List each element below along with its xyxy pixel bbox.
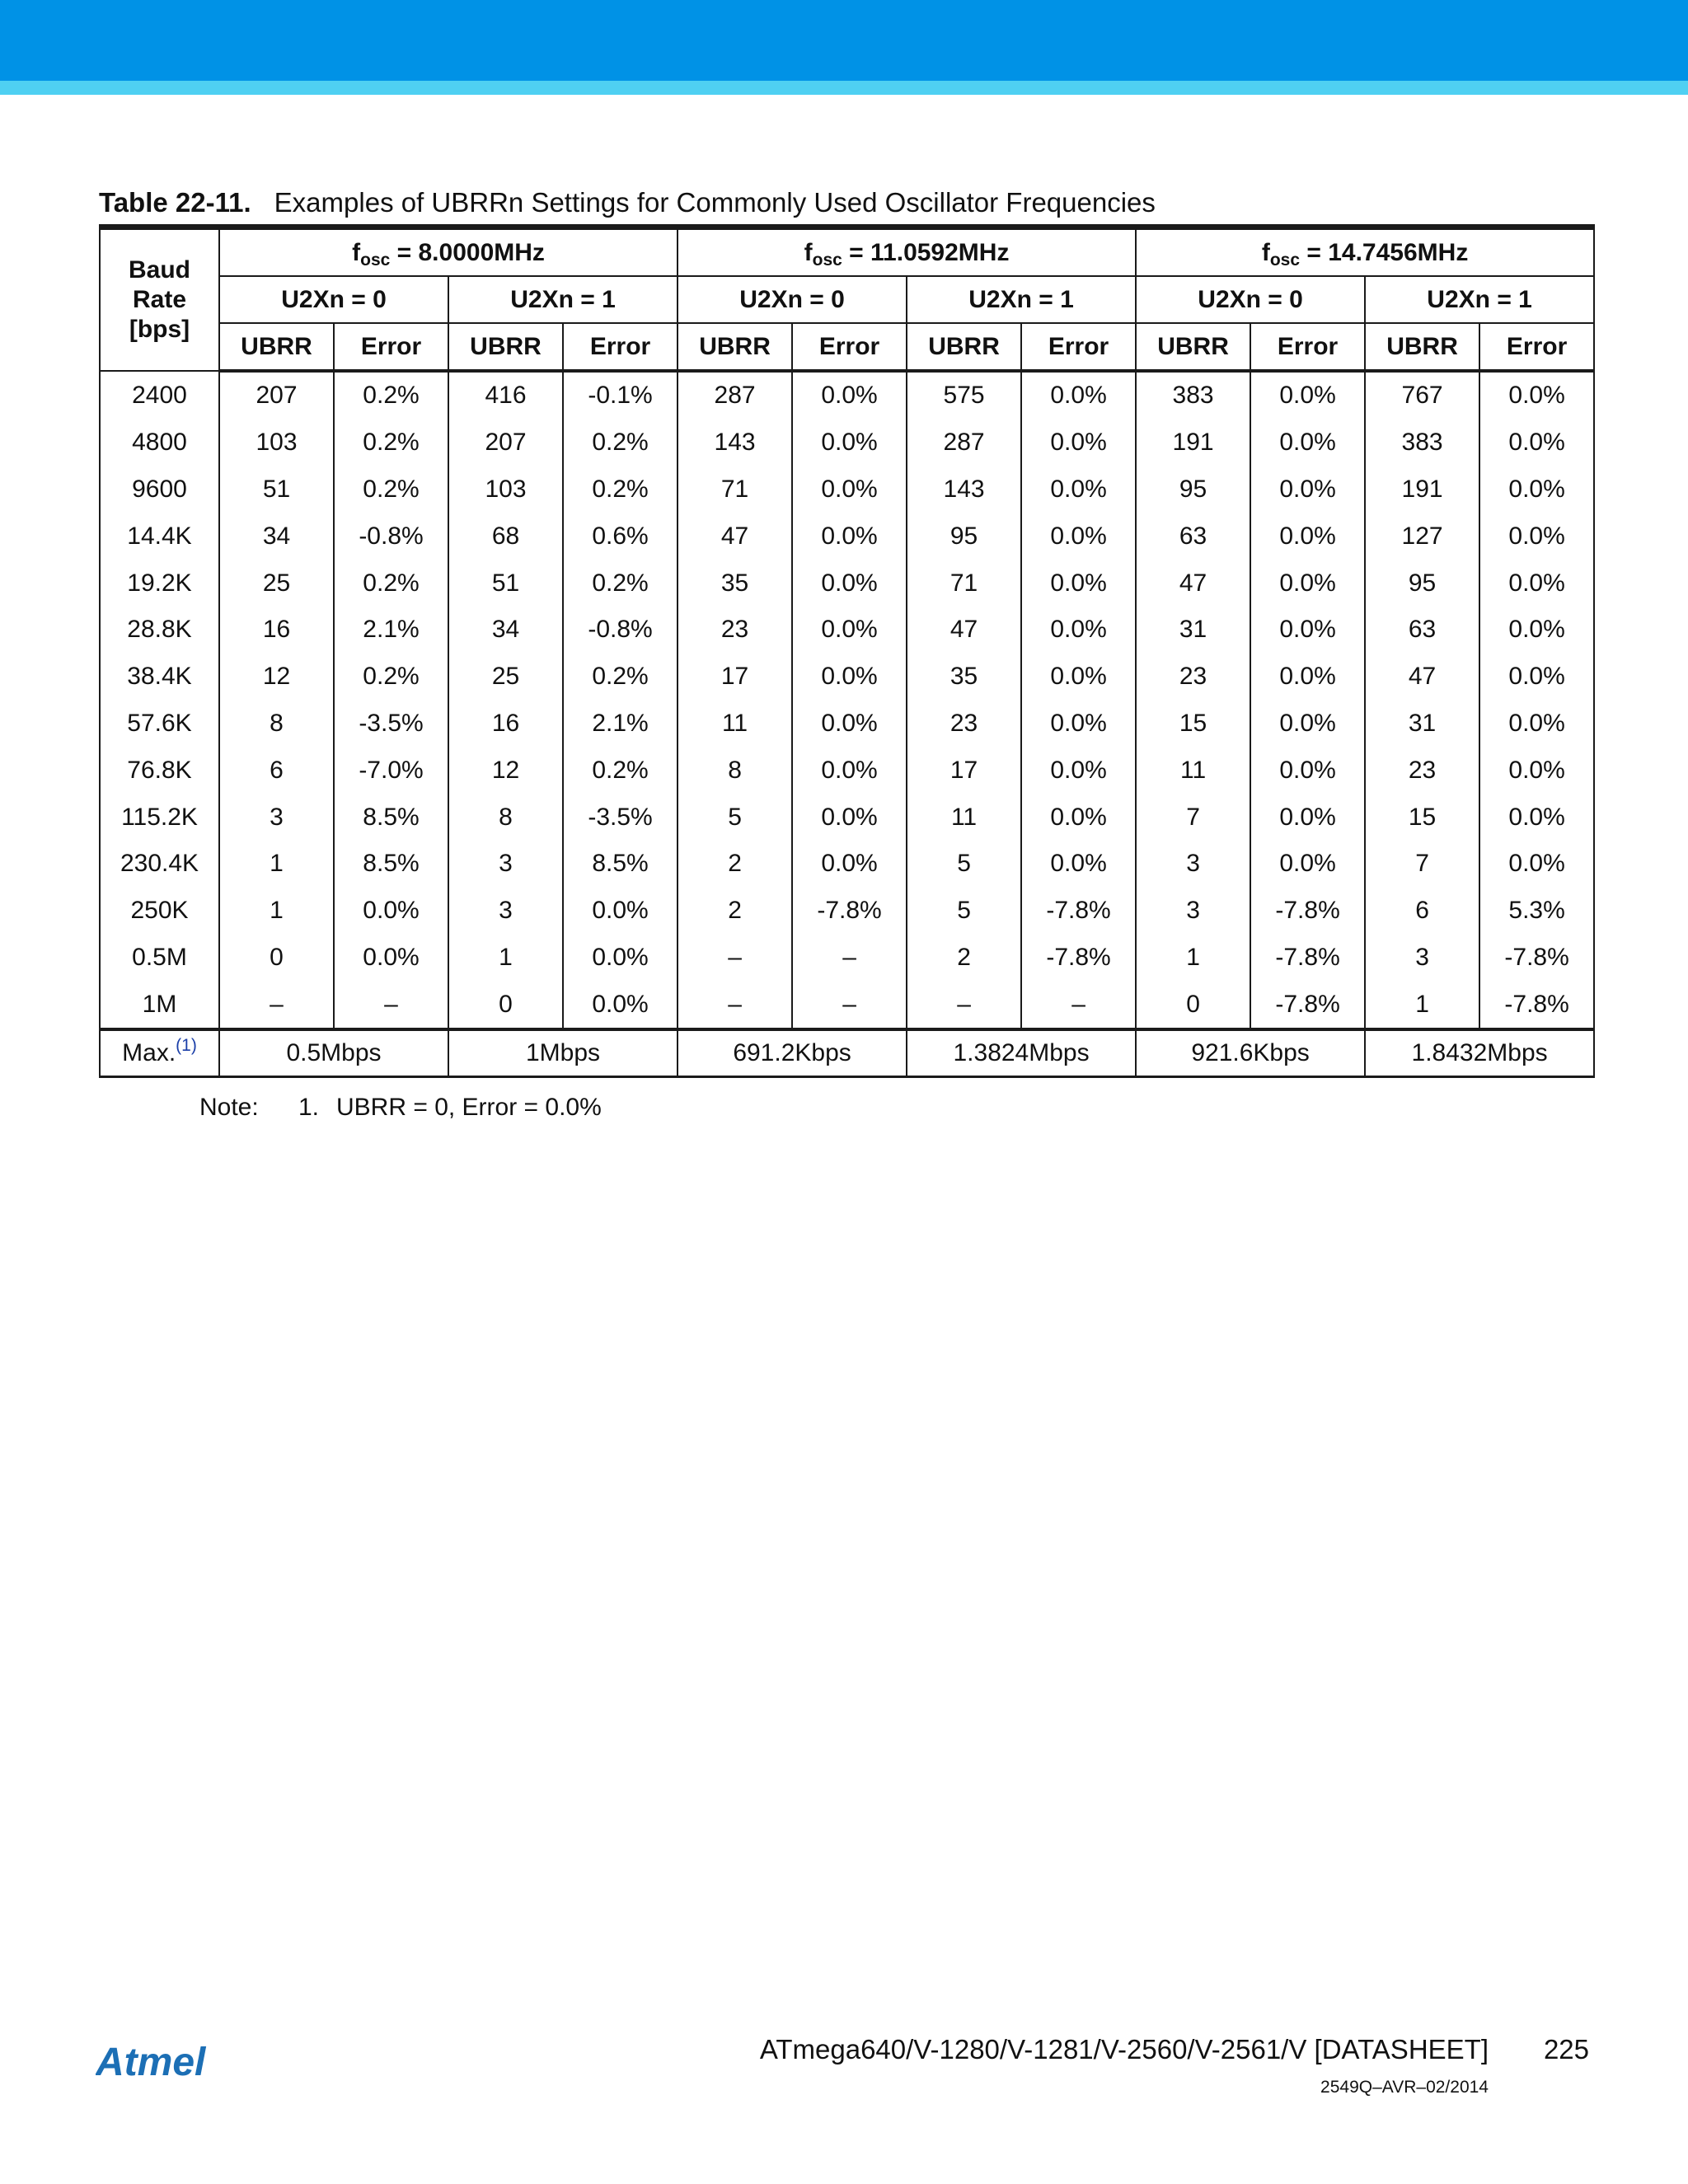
ubrr-cell: 1 [448,935,563,982]
freq-header-14mhz: $f_{osc} = 14.7456MHz$ [1136,227,1594,277]
ubrr-settings-table [99,224,1595,1078]
ubrr-header: UBRR [219,323,334,371]
error-cell: 0.0% [1250,371,1365,419]
error-cell: 2.1% [334,607,448,654]
ubrr-cell: – [219,981,334,1029]
header-stripe [0,81,1688,95]
error-cell: 0.0% [1021,654,1136,701]
error-cell: 0.2% [563,560,678,607]
note-reference[interactable]: (1) [176,1036,197,1056]
error-cell: 0.2% [563,466,678,513]
ubrr-cell: 11 [907,794,1021,841]
ubrr-cell: 23 [678,607,792,654]
table-row [100,701,1594,748]
ubrr-cell: 416 [448,371,563,419]
baud-rate-cell: 4800 [100,419,219,466]
error-cell: 2.1% [563,701,678,748]
page-number: 225 [1543,2034,1589,2064]
baud-rate-cell: 0.5M [100,935,219,982]
ubrr-cell: 68 [448,513,563,560]
error-cell: 8.5% [334,841,448,888]
error-cell: 8.5% [563,841,678,888]
error-cell: 0.0% [1021,466,1136,513]
ubrr-cell: 8 [678,747,792,794]
ubrr-cell: 3 [219,794,334,841]
error-cell: – [792,935,907,982]
error-cell: 0.0% [792,607,907,654]
ubrr-cell: 7 [1136,794,1250,841]
ubrr-cell: 191 [1136,419,1250,466]
ubrr-cell: 1 [219,888,334,935]
error-cell: 0.2% [334,466,448,513]
table-number: Table 22-11. [99,187,251,218]
u2x-header: U2Xn = 0 [1136,276,1365,323]
error-cell: 0.0% [792,747,907,794]
error-cell: 0.0% [792,466,907,513]
max-value: 1.8432Mbps [1365,1029,1594,1077]
ubrr-cell: 143 [678,419,792,466]
error-cell: 0.0% [1250,513,1365,560]
note-index: 1. [298,1094,320,1121]
error-cell: – [334,981,448,1029]
error-cell: 0.0% [1250,747,1365,794]
max-value: 691.2Kbps [678,1029,907,1077]
error-cell: 0.0% [1479,607,1594,654]
error-cell: -0.1% [563,371,678,419]
table-note [199,1094,602,1122]
footer-document-title: ATmega640/V-1280/V-1281/V-2560/V-2561/V [DATASHEET] [759,2034,1489,2064]
document-code: 2549Q–AVR–02/2014 [1320,2078,1489,2097]
note-label: Note: [199,1094,259,1121]
error-cell: 0.0% [1250,794,1365,841]
ubrr-cell: 23 [1136,654,1250,701]
ubrr-cell: 17 [678,654,792,701]
error-cell: 0.0% [1250,841,1365,888]
error-cell: 0.0% [1479,747,1594,794]
ubrr-cell: 47 [678,513,792,560]
baud-rate-cell: 14.4K [100,513,219,560]
table-row [100,419,1594,466]
baud-rate-cell: 250K [100,888,219,935]
error-cell: 0.0% [792,701,907,748]
error-cell: 0.0% [792,654,907,701]
error-cell: 0.0% [563,888,678,935]
error-cell: 5.3% [1479,888,1594,935]
ubrr-cell: 5 [907,841,1021,888]
error-cell: 0.0% [1479,466,1594,513]
ubrr-cell: 35 [907,654,1021,701]
error-cell: 0.0% [792,419,907,466]
ubrr-header: UBRR [907,323,1021,371]
ubrr-cell: 95 [1136,466,1250,513]
ubrr-cell: 51 [219,466,334,513]
max-value: 921.6Kbps [1136,1029,1365,1077]
error-cell: 0.2% [334,371,448,419]
error-cell: 0.0% [792,794,907,841]
ubrr-cell: 3 [1136,841,1250,888]
ubrr-cell: 95 [1365,560,1479,607]
error-cell: 0.0% [563,981,678,1029]
baud-rate-cell: 28.8K [100,607,219,654]
error-cell: – [1021,981,1136,1029]
error-cell: -7.8% [1250,888,1365,935]
ubrr-cell: 95 [907,513,1021,560]
table-row [100,888,1594,935]
u2x-header: U2Xn = 1 [448,276,678,323]
ubrr-cell: 1 [1136,935,1250,982]
ubrr-cell: 6 [1365,888,1479,935]
note-text: UBRR = 0, Error = 0.0% [336,1094,602,1121]
header-bar [0,0,1688,81]
ubrr-cell: 2 [678,888,792,935]
ubrr-cell: 47 [1365,654,1479,701]
ubrr-cell: 51 [448,560,563,607]
u2x-header: U2Xn = 1 [1365,276,1594,323]
baud-rate-cell: 115.2K [100,794,219,841]
ubrr-cell: 383 [1136,371,1250,419]
ubrr-cell: 16 [219,607,334,654]
error-cell: 0.0% [1250,607,1365,654]
table-body [100,371,1594,1029]
baud-rate-cell: 38.4K [100,654,219,701]
error-cell: 0.0% [1479,419,1594,466]
error-cell: 0.0% [1479,560,1594,607]
ubrr-header: UBRR [1136,323,1250,371]
error-cell: -7.8% [1479,935,1594,982]
error-cell: 0.0% [1479,371,1594,419]
error-cell: 0.2% [334,419,448,466]
ubrr-header: UBRR [1365,323,1479,371]
error-cell: 0.0% [792,371,907,419]
max-label: Max.$^{(1)}$ [100,1029,219,1077]
error-cell: 8.5% [334,794,448,841]
ubrr-cell: 34 [219,513,334,560]
ubrr-cell: 35 [678,560,792,607]
ubrr-cell: 71 [907,560,1021,607]
ubrr-cell: 1 [1365,981,1479,1029]
ubrr-cell: 23 [1365,747,1479,794]
baud-rate-cell: 76.8K [100,747,219,794]
error-cell: 0.0% [1021,560,1136,607]
error-cell: 0.2% [563,747,678,794]
error-header: Error [334,323,448,371]
error-cell: 0.0% [1479,513,1594,560]
ubrr-cell: – [907,981,1021,1029]
ubrr-cell: 16 [448,701,563,748]
error-cell: 0.0% [1250,654,1365,701]
error-cell: 0.0% [792,513,907,560]
ubrr-cell: 23 [907,701,1021,748]
error-cell: 0.0% [1250,701,1365,748]
ubrr-cell: 17 [907,747,1021,794]
ubrr-cell: 0 [448,981,563,1029]
table-row [100,513,1594,560]
ubrr-cell: 1 [219,841,334,888]
ubrr-cell: 47 [1136,560,1250,607]
error-cell: -0.8% [563,607,678,654]
ubrr-cell: 63 [1136,513,1250,560]
error-cell: 0.0% [334,888,448,935]
error-cell: 0.2% [563,654,678,701]
max-value: 1.3824Mbps [907,1029,1136,1077]
table-row [100,841,1594,888]
ubrr-cell: 12 [448,747,563,794]
baud-rate-cell: 2400 [100,371,219,419]
error-cell: 0.0% [1250,466,1365,513]
u2x-header: U2Xn = 0 [219,276,448,323]
table-header [100,227,1594,372]
error-cell: -7.0% [334,747,448,794]
ubrr-cell: 127 [1365,513,1479,560]
error-cell: 0.0% [1021,419,1136,466]
ubrr-cell: 15 [1365,794,1479,841]
baud-rate-cell: 1M [100,981,219,1029]
ubrr-cell: 767 [1365,371,1479,419]
ubrr-cell: 31 [1136,607,1250,654]
error-cell: 0.0% [1021,513,1136,560]
ubrr-cell: 25 [219,560,334,607]
ubrr-cell: 2 [678,841,792,888]
error-cell: 0.0% [792,560,907,607]
error-cell: -7.8% [1021,935,1136,982]
error-cell: 0.0% [1021,747,1136,794]
ubrr-header: UBRR [678,323,792,371]
max-value: 0.5Mbps [219,1029,448,1077]
ubrr-cell: 2 [907,935,1021,982]
ubrr-cell: 383 [1365,419,1479,466]
freq-header-11mhz: $f_{osc} = 11.0592MHz$ [678,227,1136,277]
baud-rate-header: Baud Rate [bps] [100,227,219,372]
table-row [100,747,1594,794]
error-cell: 0.2% [334,654,448,701]
ubrr-cell: 47 [907,607,1021,654]
error-cell: 0.0% [1021,794,1136,841]
table-row [100,560,1594,607]
error-cell: 0.2% [563,419,678,466]
ubrr-cell: 34 [448,607,563,654]
ubrr-cell: 191 [1365,466,1479,513]
baud-rate-cell: 230.4K [100,841,219,888]
table-row [100,654,1594,701]
table-row [100,371,1594,419]
table-row [100,935,1594,982]
logo-text: Atmel [96,2043,206,2083]
u2x-header: U2Xn = 0 [678,276,907,323]
ubrr-cell: 6 [219,747,334,794]
table-row [100,981,1594,1029]
error-cell: 0.0% [1479,701,1594,748]
ubrr-cell: 3 [448,888,563,935]
ubrr-cell: 287 [907,419,1021,466]
error-cell: 0.0% [1021,701,1136,748]
max-row [100,1029,1594,1077]
atmel-logo [96,2043,241,2083]
error-cell: 0.0% [1021,841,1136,888]
error-cell: 0.0% [1479,794,1594,841]
ubrr-cell: 5 [678,794,792,841]
error-cell: 0.0% [1250,419,1365,466]
error-cell: -7.8% [1250,981,1365,1029]
error-cell: -3.5% [334,701,448,748]
error-header: Error [1250,323,1365,371]
u2x-header: U2Xn = 1 [907,276,1136,323]
ubrr-cell: 287 [678,371,792,419]
error-cell: -0.8% [334,513,448,560]
error-cell: 0.0% [1021,371,1136,419]
max-value: 1Mbps [448,1029,678,1077]
error-cell: 0.0% [334,935,448,982]
ubrr-cell: 71 [678,466,792,513]
ubrr-cell: 12 [219,654,334,701]
ubrr-cell: – [678,935,792,982]
error-cell: 0.0% [792,841,907,888]
ubrr-cell: 575 [907,371,1021,419]
ubrr-cell: 0 [219,935,334,982]
table-title: Examples of UBRRn Settings for Commonly Used Oscillator Frequencies [274,187,1156,218]
error-cell: 0.0% [1479,654,1594,701]
ubrr-header: UBRR [448,323,563,371]
error-cell: 0.0% [1250,560,1365,607]
ubrr-cell: 5 [907,888,1021,935]
ubrr-cell: 103 [219,419,334,466]
ubrr-cell: 8 [219,701,334,748]
error-cell: 0.0% [1479,841,1594,888]
ubrr-cell: 3 [1136,888,1250,935]
ubrr-cell: 3 [1365,935,1479,982]
ubrr-cell: 3 [448,841,563,888]
error-cell: – [792,981,907,1029]
ubrr-cell: 7 [1365,841,1479,888]
error-cell: 0.0% [563,935,678,982]
table-row [100,466,1594,513]
error-cell: -3.5% [563,794,678,841]
error-cell: -7.8% [1479,981,1594,1029]
ubrr-cell: 143 [907,466,1021,513]
ubrr-cell: – [678,981,792,1029]
ubrr-cell: 11 [1136,747,1250,794]
error-cell: 0.0% [1021,607,1136,654]
error-header: Error [563,323,678,371]
error-header: Error [1479,323,1594,371]
ubrr-cell: 207 [448,419,563,466]
error-cell: -7.8% [1250,935,1365,982]
error-cell: 0.6% [563,513,678,560]
baud-rate-cell: 19.2K [100,560,219,607]
table-caption [99,186,1599,219]
error-cell: -7.8% [1021,888,1136,935]
error-header: Error [792,323,907,371]
ubrr-cell: 63 [1365,607,1479,654]
error-cell: -7.8% [792,888,907,935]
error-cell: 0.2% [334,560,448,607]
ubrr-cell: 11 [678,701,792,748]
baud-rate-cell: 57.6K [100,701,219,748]
table-row [100,794,1594,841]
table-row [100,607,1594,654]
ubrr-cell: 103 [448,466,563,513]
ubrr-cell: 25 [448,654,563,701]
ubrr-cell: 8 [448,794,563,841]
ubrr-cell: 0 [1136,981,1250,1029]
baud-rate-cell: 9600 [100,466,219,513]
ubrr-cell: 31 [1365,701,1479,748]
ubrr-cell: 15 [1136,701,1250,748]
freq-header-8mhz: $f_{osc} = 8.0000MHz$ [219,227,678,277]
error-header: Error [1021,323,1136,371]
ubrr-cell: 207 [219,371,334,419]
